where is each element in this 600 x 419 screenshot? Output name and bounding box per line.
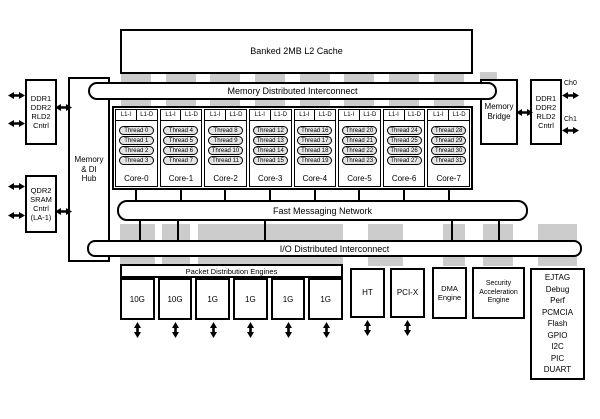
l1i-cell: L1-I: [295, 110, 316, 120]
network-port-box: 1G: [233, 278, 268, 320]
thread-pill: Thread 5: [163, 136, 198, 145]
cores-container: [112, 106, 473, 190]
connector-line: [498, 219, 500, 242]
bidirectional-arrow-icon: [171, 322, 180, 338]
network-port-box: 1G: [195, 278, 230, 320]
label-line: DUART: [543, 365, 572, 375]
bidirectional-arrow-icon: [322, 322, 331, 338]
label-line: Cntrl: [33, 121, 49, 131]
pcix-box: [390, 268, 425, 318]
core-box: [294, 109, 337, 187]
label-line: Acceleration: [479, 288, 518, 296]
bidirectional-arrow-icon: [246, 322, 255, 338]
thread-pill: Thread 16: [297, 126, 332, 135]
memory-distributed-interconnect-label: Memory Distributed Interconnect: [227, 86, 358, 96]
label-line: EJTAG: [544, 273, 571, 283]
thread-pill: Thread 29: [431, 136, 466, 145]
threads-list: [116, 126, 157, 165]
l1d-cell: L1-D: [318, 112, 332, 118]
thread-pill: Thread 30: [431, 146, 466, 155]
network-port-box: 1G: [271, 278, 306, 320]
memory-distributed-interconnect-bar: [88, 82, 497, 100]
thread-pill: Thread 0: [119, 126, 154, 135]
bidirectional-arrow-icon: [562, 126, 579, 135]
label-line: Cntrl: [33, 204, 49, 213]
label-line: & DI: [81, 164, 97, 174]
thread-pill: Thread 21: [342, 136, 377, 145]
core-label: Core-4: [302, 174, 328, 183]
l1-cache-row: [339, 110, 380, 121]
l1d-cell: L1-D: [229, 112, 243, 118]
threads-list: [384, 126, 425, 165]
threads-list: [339, 126, 380, 165]
network-port-box: 10G: [158, 278, 193, 320]
thread-pill: Thread 4: [163, 126, 198, 135]
core-label: Core-7: [436, 174, 461, 183]
l1d-cell: L1-D: [140, 112, 154, 118]
label-line: DDR1: [535, 93, 557, 103]
bidirectional-arrow-icon: [403, 320, 412, 336]
label-line: Memory: [74, 154, 104, 164]
thread-pill: Thread 27: [387, 156, 422, 165]
l1i-cell: L1-I: [339, 110, 360, 120]
thread-pill: Thread 8: [208, 126, 243, 135]
l1-cache-row: [116, 110, 157, 121]
qdr2-sram-controller-box: [25, 175, 57, 233]
fast-messaging-network-label: Fast Messaging Network: [272, 205, 373, 216]
network-port-box: 1G: [308, 278, 343, 320]
connector-line: [264, 219, 266, 242]
thread-pill: Thread 13: [253, 136, 288, 145]
l1d-cell: L1-D: [363, 112, 377, 118]
dma-engine-box: [432, 267, 467, 319]
label-line: Debug: [545, 284, 570, 294]
thread-pill: Thread 17: [297, 136, 332, 145]
label-line: DDR1: [30, 93, 52, 103]
thread-pill: Thread 11: [208, 156, 243, 165]
core-box: [383, 109, 426, 187]
l1-cache-row: [205, 110, 246, 121]
thread-pill: Thread 14: [253, 146, 288, 155]
core-box: [338, 109, 381, 187]
packet-distribution-engines-group: [120, 264, 343, 320]
thread-pill: Thread 6: [163, 146, 198, 155]
connector-line: [451, 219, 453, 242]
bidirectional-arrow-icon: [562, 91, 579, 100]
core-label: Core-3: [257, 174, 283, 183]
threads-list: [428, 126, 469, 165]
thread-pill: Thread 28: [431, 126, 466, 135]
core-box: [204, 109, 247, 187]
core-box: [249, 109, 292, 187]
peripherals-box: [530, 268, 585, 380]
io-distributed-interconnect-label: I/O Distributed Interconnect: [279, 243, 390, 254]
label-line: PCMCIA: [541, 307, 574, 317]
l1-cache-row: [295, 110, 336, 121]
l1d-cell: L1-D: [184, 112, 198, 118]
thread-pill: Thread 15: [253, 156, 288, 165]
thread-pill: Thread 1: [119, 136, 154, 145]
thread-pill: Thread 19: [297, 156, 332, 165]
connector-line: [139, 219, 141, 242]
core-box: [160, 109, 203, 187]
label-line: DDR2: [535, 102, 557, 112]
network-ports-row: [120, 278, 343, 320]
thread-pill: Thread 20: [342, 126, 377, 135]
pcix-label: PCI-X: [396, 288, 419, 298]
security-acceleration-engine-box: [472, 267, 525, 319]
label-line: DDR2: [30, 102, 52, 112]
thread-pill: Thread 26: [387, 146, 422, 155]
bidirectional-arrow-icon: [209, 322, 218, 338]
label-line: Security: [485, 280, 512, 288]
label-line: I2C: [551, 342, 564, 352]
l1i-cell: L1-I: [428, 110, 449, 120]
l1-cache-row: [428, 110, 469, 121]
network-port-box: 10G: [120, 278, 155, 320]
label-line: GPIO: [547, 330, 568, 340]
l1i-cell: L1-I: [161, 110, 182, 120]
core-label: Core-2: [213, 174, 238, 183]
bidirectional-arrow-icon: [8, 182, 25, 191]
bidirectional-arrow-icon: [55, 207, 72, 216]
l1i-cell: L1-I: [384, 110, 405, 120]
l1-cache-row: [384, 110, 425, 121]
core-label: Core-1: [168, 174, 194, 183]
label-line: Engine: [487, 297, 510, 305]
connector-line: [177, 219, 179, 242]
l1d-cell: L1-D: [274, 112, 288, 118]
bidirectional-arrow-icon: [284, 322, 293, 338]
thread-pill: Thread 22: [342, 146, 377, 155]
l1i-cell: L1-I: [250, 110, 271, 120]
label-line: RLD2: [536, 112, 556, 121]
thread-pill: Thread 12: [253, 126, 288, 135]
ddr-controller-right-box: [530, 79, 562, 145]
channel-1-label: Ch1: [564, 116, 577, 123]
l2-cache-label: Banked 2MB L2 Cache: [250, 46, 343, 57]
channel-0-label: Ch0: [564, 80, 577, 87]
fast-messaging-network-bar: [117, 200, 528, 221]
thread-pill: Thread 3: [119, 156, 154, 165]
thread-pill: Thread 18: [297, 146, 332, 155]
bidirectional-arrow-icon: [55, 103, 72, 112]
thread-pill: Thread 25: [387, 136, 422, 145]
label-line: PIC: [550, 353, 565, 363]
label-line: Cntrl: [538, 121, 554, 131]
bidirectional-arrow-icon: [516, 108, 533, 117]
bidirectional-arrow-icon: [8, 91, 25, 100]
l1d-cell: L1-D: [407, 112, 421, 118]
l1-cache-row: [250, 110, 291, 121]
l1i-cell: L1-I: [116, 110, 137, 120]
label-line: SRAM: [30, 194, 52, 204]
label-line: Flash: [547, 319, 568, 329]
label-line: Bridge: [487, 112, 511, 121]
core-label: Core-5: [347, 174, 372, 183]
threads-list: [205, 126, 246, 165]
label-line: Memory: [484, 102, 514, 112]
label-line: Hub: [81, 174, 97, 184]
l1i-cell: L1-I: [205, 110, 226, 120]
l1-cache-row: [161, 110, 202, 121]
label-line: Perf: [550, 296, 565, 306]
label-line: DMA: [441, 283, 458, 293]
thread-pill: Thread 10: [208, 146, 243, 155]
thread-pill: Thread 23: [342, 156, 377, 165]
core-box: [115, 109, 158, 187]
memory-di-hub-box: [68, 77, 110, 262]
threads-list: [161, 126, 202, 165]
label-line: (LA-1): [30, 213, 52, 223]
threads-list: [250, 126, 291, 165]
core-label: Core-6: [391, 174, 417, 183]
core-label: Core-0: [124, 174, 149, 183]
bidirectional-arrow-icon: [8, 211, 25, 220]
l1d-cell: L1-D: [452, 112, 466, 118]
bidirectional-arrow-icon: [363, 320, 372, 336]
threads-list: [295, 126, 336, 165]
core-box: [427, 109, 470, 187]
label-line: RLD2: [31, 112, 51, 121]
ht-label: HT: [362, 288, 373, 298]
io-distributed-interconnect-bar: [87, 240, 582, 257]
packet-distribution-engines-header: Packet Distribution Engines: [120, 264, 343, 278]
label-line: QDR2: [30, 185, 52, 195]
thread-pill: Thread 2: [119, 146, 154, 155]
ddr-controller-left-box: [25, 79, 57, 145]
thread-pill: Thread 9: [208, 136, 243, 145]
thread-pill: Thread 31: [431, 156, 466, 165]
label-line: Engine: [437, 293, 462, 302]
ht-box: [350, 268, 385, 318]
bidirectional-arrow-icon: [8, 119, 25, 128]
thread-pill: Thread 7: [163, 156, 198, 165]
bidirectional-arrow-icon: [133, 322, 142, 338]
thread-pill: Thread 24: [387, 126, 422, 135]
l2-cache-box: [120, 29, 473, 74]
